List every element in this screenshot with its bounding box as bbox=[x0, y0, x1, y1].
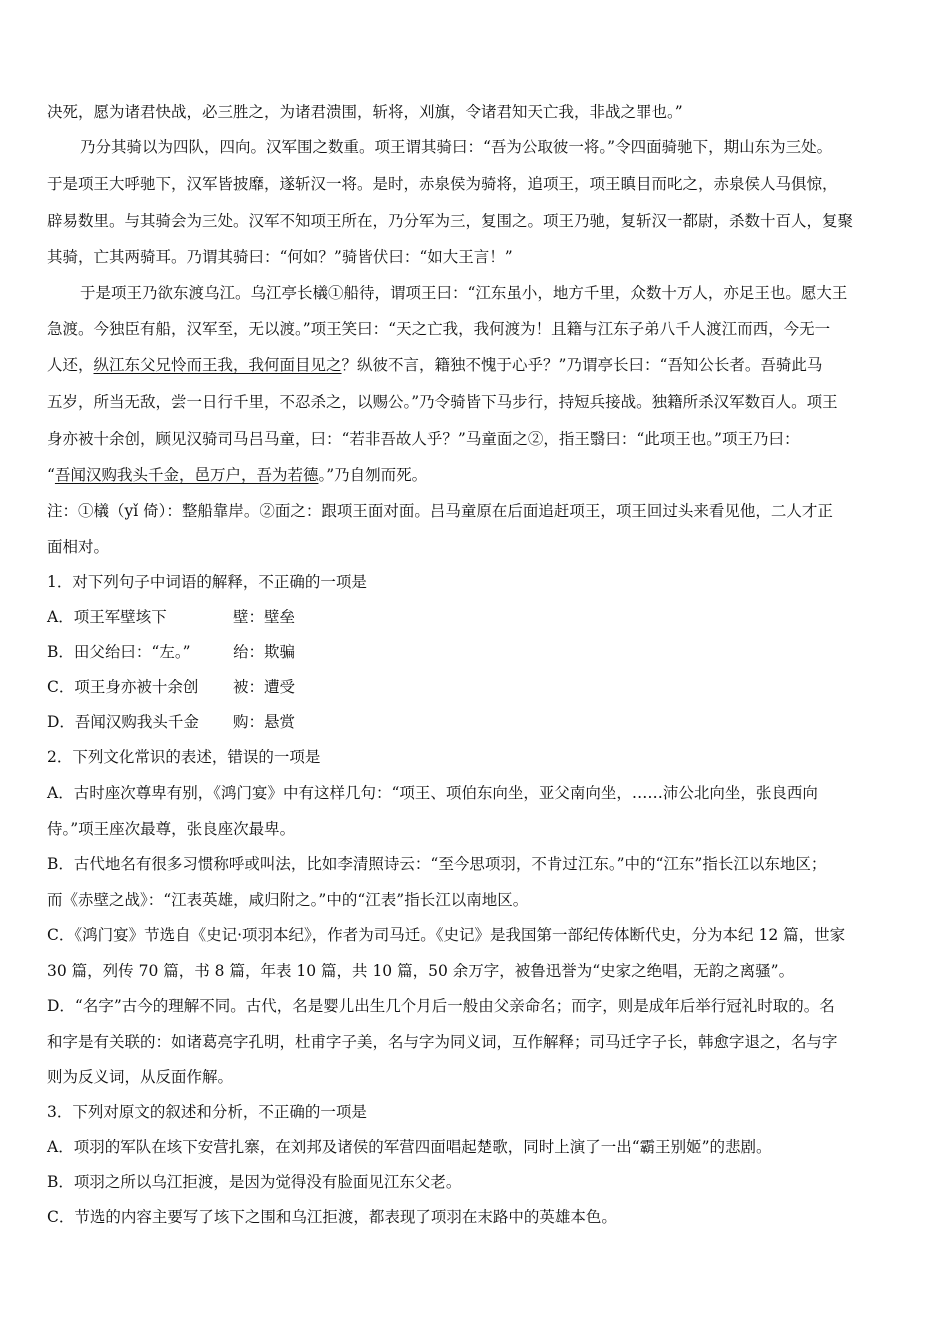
option-a: A．古时座次尊卑有别，《鸿门宴》中有这样几句：“项王、项伯东向坐，亚父南向坐，……沛公北向坐，张良西向 bbox=[47, 784, 818, 802]
passage-line: 身亦被十余创，顾见汉骑司马吕马童，曰：“若非吾故人乎？”马童面之②，指王翳曰：“此项王也。”项王乃曰： bbox=[47, 430, 800, 448]
passage-line: 急渡。今独臣有船，汉军至，无以渡。”项王笑曰：“天之亡我，我何渡为！且籍与江东子弟八千人渡江而西，今无一 bbox=[47, 320, 831, 338]
option-a bbox=[47, 607, 910, 627]
question-stem: 1．对下列句子中词语的解释，不正确的一项是 bbox=[47, 573, 367, 591]
question-stem: 2．下列文化常识的表述，错误的一项是 bbox=[47, 748, 321, 766]
underlined-sentence: 吾闻汉购我头千金，邑万户，吾为若德 bbox=[54, 466, 319, 484]
option-c bbox=[47, 677, 910, 697]
option-sentence: A．项王军壁垓下 bbox=[47, 608, 167, 626]
option-gloss: 绐：欺骗 bbox=[233, 643, 296, 661]
option-gloss: 壁：壁垒 bbox=[233, 608, 296, 626]
option-b: B．项羽之所以乌江拒渡，是因为觉得没有脸面见江东父老。 bbox=[47, 1173, 462, 1191]
option-a: A．项羽的军队在垓下安营扎寨，在刘邦及诸侯的军营四面唱起楚歌，同时上演了一出“霸王别姬”的悲剧。 bbox=[47, 1138, 772, 1156]
option-c-cont: 30 篇，列传 70 篇，书 8 篇，年表 10 篇，共 10 篇，50 余万字，被鲁迅誉为“史家之绝唱，无韵之离骚”。 bbox=[47, 962, 795, 980]
option-c: C．节选的内容主要写了垓下之围和乌江拒渡，都表现了项羽在末路中的英雄本色。 bbox=[47, 1208, 617, 1226]
passage-line: 其骑，亡其两骑耳。乃谓其骑曰：“何如？”骑皆伏曰：“如大王言！” bbox=[47, 248, 513, 266]
underlined-sentence: 纵江东父兄怜而王我，我何面目见之 bbox=[93, 356, 342, 374]
option-sentence: C．项王身亦被十余创 bbox=[47, 678, 199, 696]
option-sentence: B．田父绐曰：“左。” bbox=[47, 643, 191, 661]
option-gloss: 购：悬赏 bbox=[233, 713, 296, 731]
note-line: 面相对。 bbox=[47, 538, 110, 556]
option-gloss: 被：遭受 bbox=[233, 678, 296, 696]
option-d-cont: 和字是有关联的：如诸葛亮字孔明，杜甫字子美，名与字为同义词，互作解释；司马迁字子长，韩愈字退之，名与字 bbox=[47, 1033, 838, 1051]
passage-text: “ bbox=[47, 466, 55, 484]
note-line: 注：①檥（yǐ 倚）：整船靠岸。②面之：跟项王面对面。吕马童原在后面追赶项王，项王回过头来看见他，二人才正 bbox=[47, 502, 833, 520]
option-d: D．“名字”古今的理解不同。古代，名是婴儿出生几个月后一般由父亲命名；而字，则是成年后举行冠礼时取的。名 bbox=[47, 997, 835, 1015]
passage-text: 。”乃自刎而死。 bbox=[318, 466, 428, 484]
option-sentence: D．吾闻汉购我头千金 bbox=[47, 713, 199, 731]
question-stem: 3．下列对原文的叙述和分析，不正确的一项是 bbox=[47, 1103, 367, 1121]
option-d-cont: 则为反义词，从反面作解。 bbox=[47, 1068, 234, 1086]
passage-line: 决死，愿为诸君快战，必三胜之，为诸君溃围，斩将，刈旗，令诸君知天亡我，非战之罪也。” bbox=[47, 103, 683, 121]
option-c: C．《鸿门宴》节选自《史记·项羽本纪》，作者为司马迁。《史记》是我国第一部纪传体断代史，分为本纪 12 篇，世家 bbox=[47, 926, 846, 944]
passage-line bbox=[47, 355, 910, 375]
passage-line bbox=[47, 465, 910, 485]
passage-text: 人还， bbox=[47, 356, 94, 374]
option-b: B．古代地名有很多习惯称呼或叫法，比如李清照诗云：“至今思项羽，不肯过江东。”中的“江东”指长江以东地区； bbox=[47, 855, 827, 873]
option-d bbox=[47, 712, 910, 732]
passage-line: 辟易数里。与其骑会为三处。汉军不知项王所在，乃分军为三，复围之。项王乃驰，复斩汉一都尉，杀数十百人，复聚 bbox=[47, 212, 854, 230]
option-b-cont: 而《赤壁之战》：“江表英雄，咸归附之。”中的“江表”指长江以南地区。 bbox=[47, 891, 529, 909]
passage-text: ？纵彼不言，籍独不愧于心乎？”乃谓亭长曰：“吾知公长者。吾骑此马 bbox=[341, 356, 823, 374]
passage-line: 五岁，所当无敌，尝一日行千里，不忍杀之，以赐公。”乃令骑皆下马步行，持短兵接战。独籍所杀汉军数百人。项王 bbox=[47, 393, 838, 411]
option-a-cont: 侍。”项王座次最尊，张良座次最卑。 bbox=[47, 820, 296, 838]
option-b bbox=[47, 642, 910, 662]
passage-line: 于是项王大呼驰下，汉军皆披靡，遂斩汉一将。是时，赤泉侯为骑将，追项王，项王瞋目而叱之，赤泉侯人马俱惊， bbox=[47, 175, 838, 193]
passage-line: 于是项王乃欲东渡乌江。乌江亭长檥①船待，谓项王曰：“江东虽小，地方千里，众数十万人，亦足王也。愿大王 bbox=[80, 284, 848, 302]
passage-line: 乃分其骑以为四队，四向。汉军围之数重。项王谓其骑曰：“吾为公取彼一将。”令四面骑驰下，期山东为三处。 bbox=[80, 138, 833, 156]
